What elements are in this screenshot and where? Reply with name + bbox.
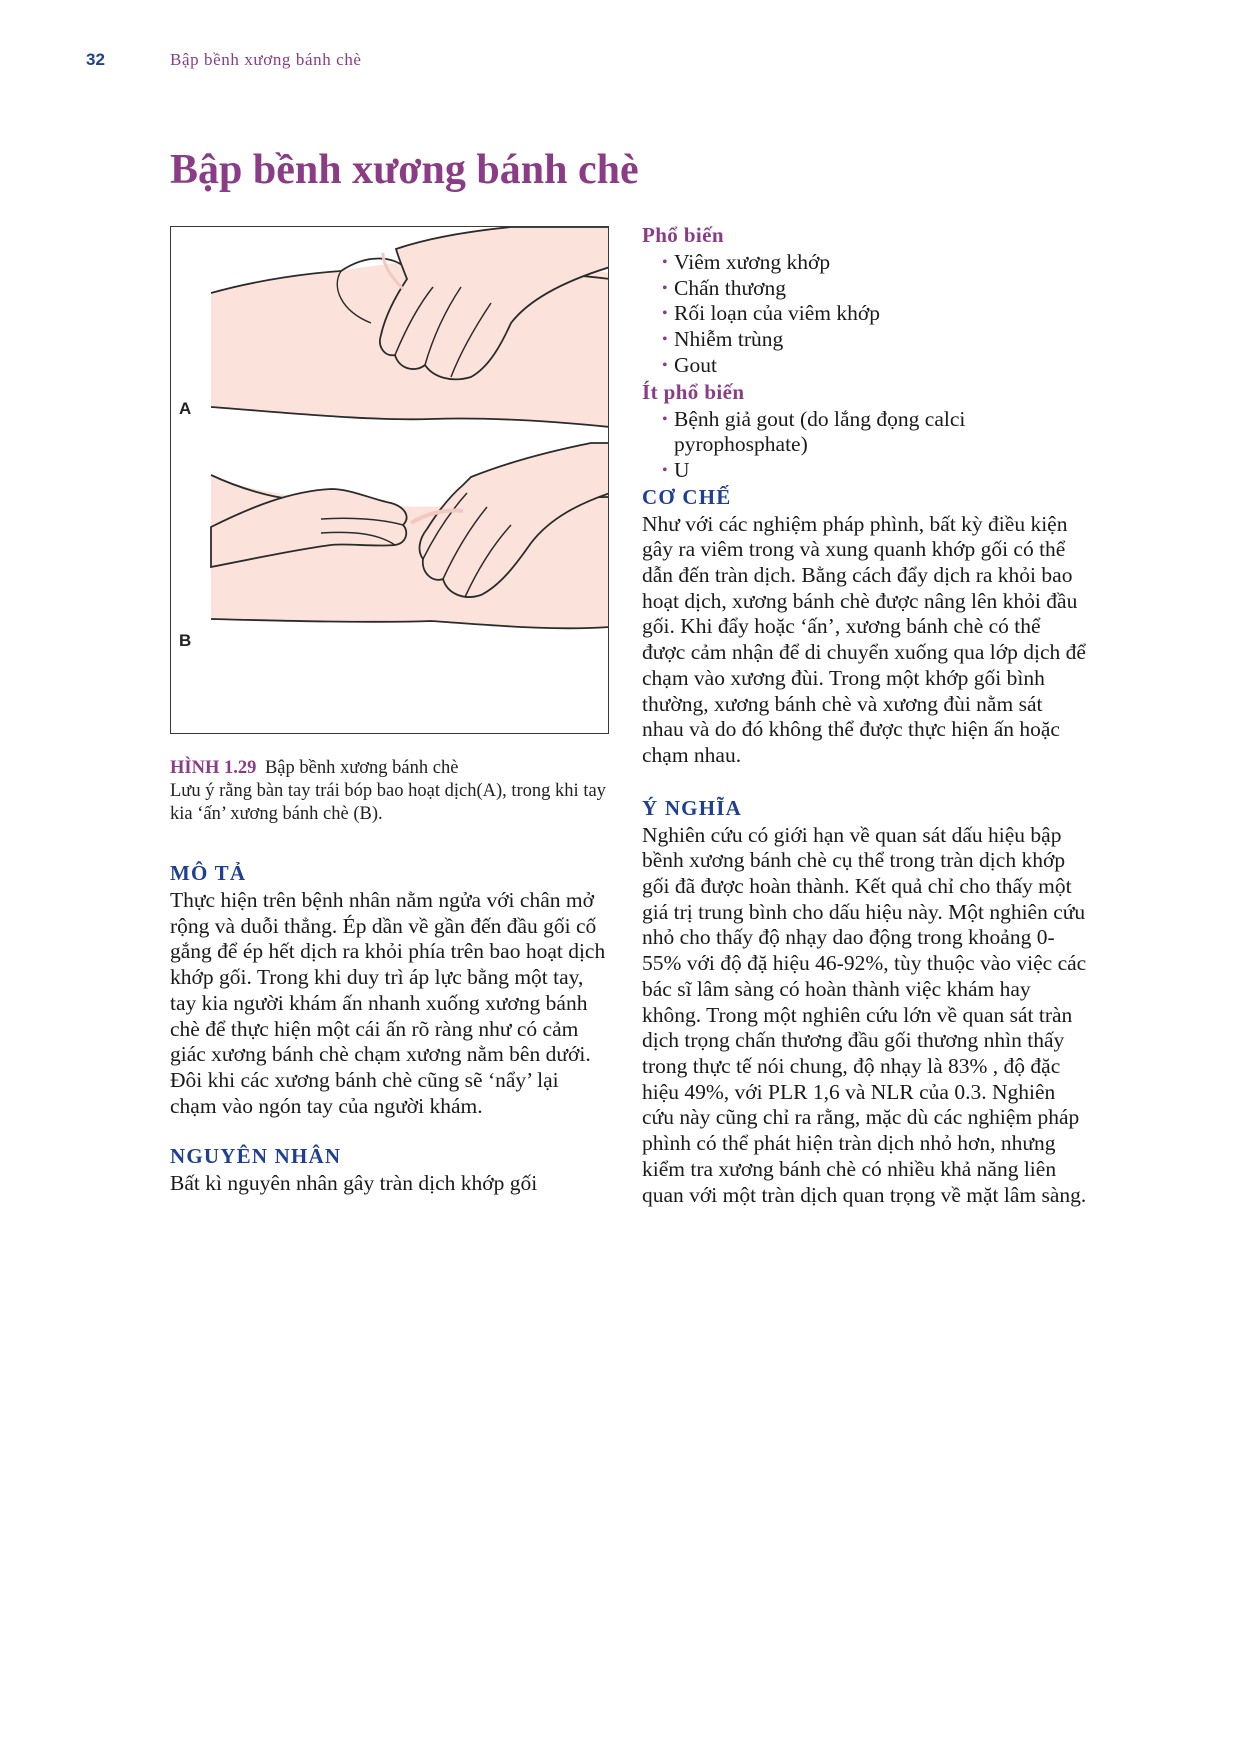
bullet-icon: •	[662, 461, 668, 479]
list-item-text: Gout	[674, 352, 717, 377]
bullet-icon: •	[662, 356, 668, 374]
list-item	[662, 250, 1087, 276]
list-item-text: Chấn thương	[674, 275, 787, 300]
right-column	[642, 222, 1087, 1208]
running-title: Bập bềnh xương bánh chè	[170, 50, 362, 69]
list-item-text: Viêm xương khớp	[674, 250, 831, 274]
figure-1-29	[170, 226, 609, 734]
page-number: 32	[86, 50, 105, 69]
panel-b-illustration	[211, 443, 609, 628]
section-heading-y-nghia: Ý NGHĨA	[642, 795, 742, 820]
list-item	[662, 327, 1087, 353]
caption-title: Bập bềnh xương bánh chè	[264, 758, 459, 778]
section-heading-nguyen-nhan: NGUYÊN NHÂN	[170, 1144, 342, 1169]
list-it-pho-bien	[642, 407, 1087, 484]
bullet-icon: •	[662, 410, 668, 428]
list-item	[662, 407, 1087, 458]
section-heading-mo-ta: MÔ TẢ	[170, 861, 247, 885]
bullet-icon: •	[662, 331, 668, 349]
caption-text: Lưu ý rằng bàn tay trái bóp bao hoạt dịch(A), trong khi tay kia ‘ấn’ xương bánh chè (B).	[170, 781, 606, 824]
subheading-it-pho-bien: Ít phổ biến	[642, 379, 745, 404]
bullet-icon: •	[662, 305, 668, 323]
list-item	[662, 353, 1087, 379]
list-item-text: Nhiễm trùng	[674, 327, 784, 352]
knee-illustration	[171, 227, 609, 734]
panel-a-illustration	[211, 227, 609, 427]
list-item-text: U	[674, 457, 690, 482]
page-title: Bập bềnh xương bánh chè	[170, 147, 639, 193]
section-text-co-che: Như với các nghiệm pháp phình, bất kỳ điều kiện gây ra viêm trong và xung quanh khớp gối có thể dẫn đến tràn dịch. Bằng cách đẩy dịch ra khỏi bao hoạt dịch, xương bánh chè được nâng lên khỏi đầu gối. Khi đẩy hoặc ‘ấn’, xương bánh chè có thể được cảm nhận để di chuyển xuống qua lớp dịch để chạm vào xương đùi. Trong một khớp gối bình thường, xương bánh chè và xương đùi nằm sát nhau và do đó không thể được thực hiện ấn hoặc chạm nhau.	[642, 511, 1086, 767]
figure-caption	[170, 757, 610, 826]
list-item	[662, 276, 1087, 302]
panel-b-label: B	[179, 631, 192, 650]
section-text-y-nghia: Nghiên cứu có giới hạn về quan sát dấu hiệu bập bềnh xương bánh chè cụ thể trong tràn dịch khớp gối đã được hoàn thành. Kết quả chỉ cho thấy một giá trị trung bình cho dấu hiệu này. Một nghiên cứu nhỏ cho thấy độ nhạy dao động trong khoảng 0-55% với độ đặ hiệu 46-92%, tùy thuộc vào việc các bác sĩ lâm sàng có hoàn thành việc khám hay không. Trong một nghiên cứu lớn về quan sát tràn dịch trọng chấn thương đầu gối thương nhìn thấy trong thực tế nói chung, độ nhạy là 83% , độ đặc hiệu 49%, với PLR 1,6 và NLR của 0.3. Nghiên cứu này cũng chỉ ra rằng, mặc dù các nghiệm pháp phình có thể phát hiện tràn dịch nhỏ hơn, nhưng kiểm tra xương bánh chè có nhiều khả năng liên quan với một tràn dịch quan trọng về mặt lâm sàng.	[642, 822, 1087, 1207]
bullet-icon: •	[662, 279, 668, 297]
list-item-text: Bệnh giả gout (do lắng đọng calci pyrophosphate)	[674, 406, 966, 457]
section-text-nguyen-nhan: Bất kì nguyên nhân gây tràn dịch khớp gối	[170, 1171, 538, 1196]
caption-label: HÌNH 1.29	[170, 758, 257, 778]
section-text-mo-ta: Thực hiện trên bệnh nhân nằm ngửa với chân mở rộng và duỗi thẳng. Ép dần về gần đến đầu gối cố gắng để ép hết dịch ra khỏi phía trên bao hoạt dịch khớp gối. Trong khi duy trì áp lực bằng một tay, tay kia người khám ấn nhanh xuống xương bánh chè để thực hiện một cái ấn rõ ràng như có cảm giác xương bánh chè chạm xương nằm bên dưới. Đôi khi các xương bánh chè cũng sẽ ‘nẩy’ lại chạm vào ngón tay của người khám.	[170, 888, 606, 1118]
list-pho-bien	[642, 250, 1087, 379]
list-item-text: Rối loạn của viêm khớp	[674, 301, 881, 326]
bullet-icon: •	[662, 254, 668, 271]
left-column	[170, 860, 610, 1197]
subheading-pho-bien: Phổ biến	[642, 223, 724, 247]
panel-a-label: A	[179, 399, 192, 418]
section-heading-co-che: CƠ CHẾ	[642, 484, 732, 509]
list-item	[662, 301, 1087, 327]
list-item	[662, 458, 1087, 484]
